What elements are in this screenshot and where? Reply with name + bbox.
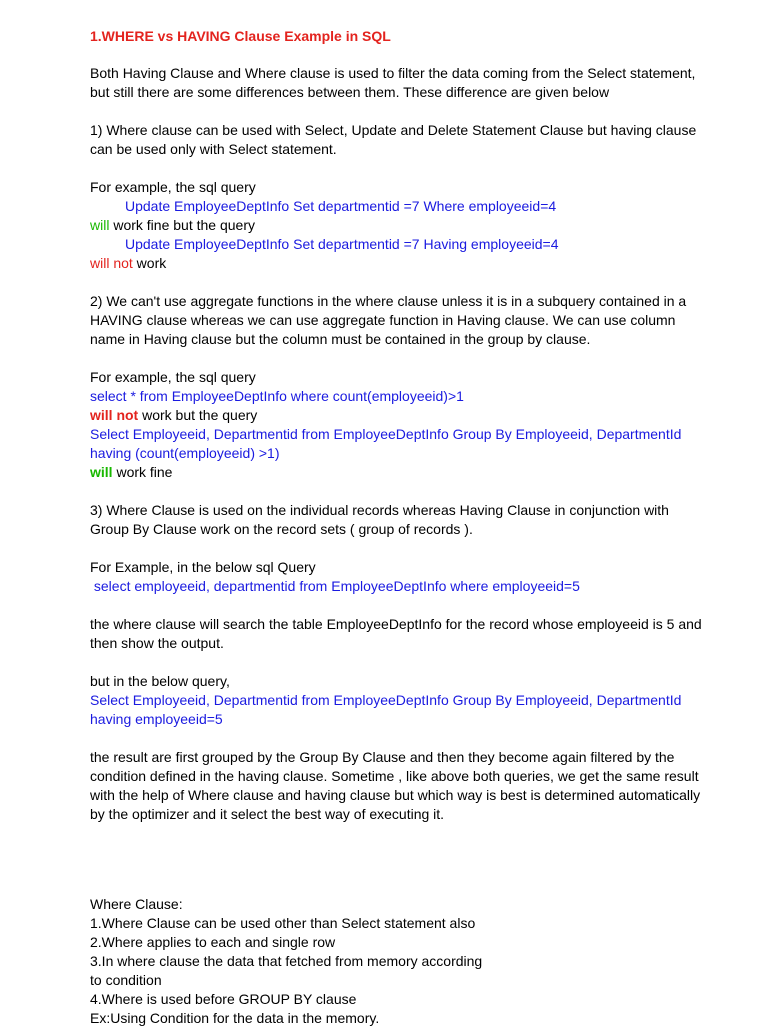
example-4-block [90,672,708,729]
example-4-lead: but in the below query, [90,673,230,689]
summary-heading: Where Clause: [90,896,183,912]
point-2-paragraph: 2) We can't use aggregate functions in the where clause unless it is in a subquery contained in a HAVING clause whereas we can use aggregate function in Having clause. We can use column name in Having clause but the column must be contained in the group by clause. [90,293,687,347]
example-2-result-line-2 [90,463,708,482]
where-clause-summary [90,895,708,1028]
document-title: 1.WHERE vs HAVING Clause Example in SQL [90,28,391,44]
example-2-lead: For example, the sql query [90,369,256,385]
intro-paragraph: Both Having Clause and Where clause is used to filter the data coming from the Select statement, but still there are some differences between them. These difference are given below [90,65,696,100]
point-3-paragraph: 3) Where Clause is used on the individual records whereas Having Clause in conjunction with Group By Clause work on the record sets ( group of records ). [90,502,669,537]
example-2-query-having: Select Employeeid, Departmentid from EmployeeDeptInfo Group By Employeeid, DepartmentId having (count(employeeid) >1) [90,426,682,461]
example-4-query: Select Employeeid, Departmentid from EmployeeDeptInfo Group By Employeeid, DepartmentId having employeeid=5 [90,692,682,727]
summary-item-1: 1.Where Clause can be used other than Select statement also [90,915,476,931]
will-keyword: will [90,464,113,480]
example-3-lead: For Example, in the below sql Query [90,559,316,575]
will-keyword: will [90,217,110,233]
example-2-mid-text: work but the query [138,407,258,423]
will-not-keyword: will not [90,407,139,423]
example-2-end-text: work fine [112,464,173,480]
point-1-paragraph: 1) Where clause can be used with Select, Update and Delete Statement Clause but having clause can be used only with Select statement. [90,122,697,157]
example-1-end-text: work [132,255,167,271]
example-4-explanation: the result are first grouped by the Group By Clause and then they become again filtered by the condition defined in the having clause. Sometime , like above both queries, we get the same result with the help of Where clause and having clause but which way is best is determined automatically by the optimizer and it select the best way of executing it. [90,749,701,822]
example-1-mid-text: work fine but the query [109,217,255,233]
will-not-keyword: will not [90,255,133,271]
summary-item-4: 4.Where is used before GROUP BY clause [90,991,357,1007]
example-2-result-line-1 [90,406,708,425]
example-1-query-where: Update EmployeeDeptInfo Set departmentid =7 Where employeeid=4 [125,198,557,214]
summary-item-3a: 3.In where clause the data that fetched from memory according [90,953,483,969]
example-1-query-having: Update EmployeeDeptInfo Set departmentid =7 Having employeeid=4 [125,236,559,252]
example-1-result-line-2 [90,254,708,273]
example-1-result-line-1 [90,216,708,235]
example-1-block [90,178,708,273]
example-1-lead: For example, the sql query [90,179,256,195]
summary-item-3b: to condition [90,972,162,988]
example-2-query-where: select * from EmployeeDeptInfo where count(employeeid)>1 [90,388,464,404]
summary-item-5: Ex:Using Condition for the data in the memory. [90,1010,380,1026]
example-3-explanation: the where clause will search the table EmployeeDeptInfo for the record whose employeeid is 5 and then show the output. [90,616,702,651]
summary-item-2: 2.Where applies to each and single row [90,934,336,950]
spacer [90,843,708,895]
example-2-block [90,368,708,482]
example-3-block [90,558,708,596]
example-3-query: select employeeid, departmentid from EmployeeDeptInfo where employeeid=5 [90,578,580,594]
